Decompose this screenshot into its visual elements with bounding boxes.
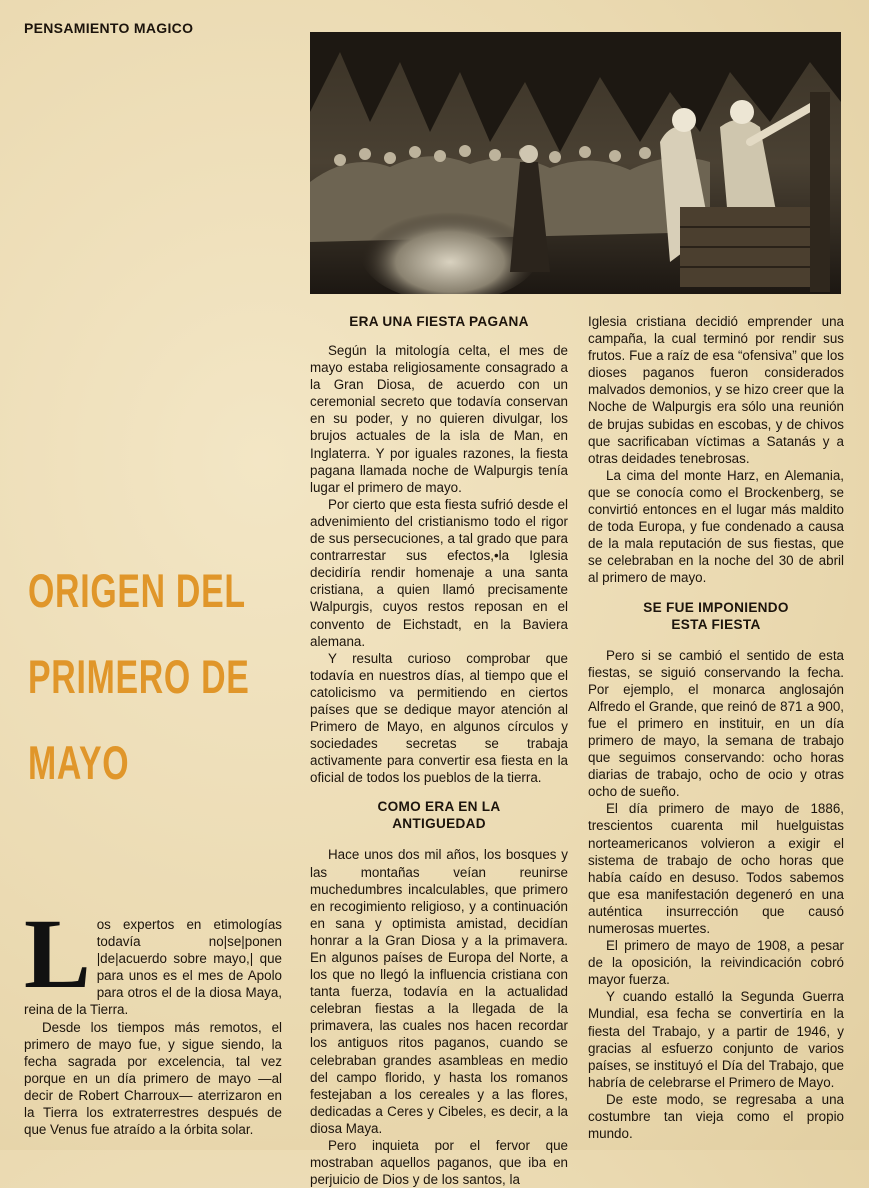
column-2 bbox=[310, 313, 568, 1188]
drop-cap: L bbox=[24, 898, 91, 1009]
subheading-line: SE FUE IMPONIENDO bbox=[643, 599, 789, 615]
intro-paragraph bbox=[24, 898, 282, 1019]
paragraph: De este modo, se regresaba a una costumbre tan vieja como el propio mundo. bbox=[588, 1091, 844, 1142]
title-line: PRIMERO DE bbox=[28, 650, 250, 703]
paragraph: Iglesia cristiana decidió emprender una campaña, la cual terminó por rendir sus frutos. Fue a raíz de esa “ofensiva” que los dioses paganos fueron considerados malvados demonios, y se hizo creer que la Noche de Walpurgis era sólo una reunión de brujas subidas en escobas, y de chivos que sacrificaban víctimas a Satanás y a otras deidades tenebrosas. bbox=[588, 314, 844, 466]
subheading-line: ESTA FIESTA bbox=[671, 616, 761, 632]
paragraph: Hace unos dos mil años, los bosques y las montañas veían reunirse muchedumbres incalculables, que primero en recogimiento religioso, y a continuación en sana y optimista amistad, decidían honrar a la Gran Diosa y a la primavera. En algunos países de Europa del Norte, a los que no llegó la influencia cristiana con tanta fuerza, todavía en la actualidad celebran fiestas a la llegada de la primavera, las cuales nos hacen recordar los antiguos ritos paganos, cuando se celebraban grandes asambleas en medio del campo florido, y hasta los romanos festejaban a los cereales y a las flores, dedicadas a Ceres y Cibeles, es decir, a la diosa Maya. bbox=[310, 847, 568, 1136]
paragraph: La cima del monte Harz, en Alemania, que se conocía como el Brockenberg, se convirtió entonces en el lugar más maldito de toda Europa, y fue condenado a causa de la mala reputación de sus fiestas, que se celebraban en la noche del 30 de abril al primero de mayo. bbox=[588, 467, 844, 586]
title-line: MAYO bbox=[28, 736, 130, 789]
paragraph: Por cierto que esta fiesta sufrió desde el advenimiento del cristianismo todo el rigor de sus persecuciones, a tal grado que para contrarrestar sus efectos,•la Iglesia decidiría rendir homenaje a una santa cristiana, a quien llamó precisamente Walpurgis, cuyos restos reposan en el convento de Eichstadt, en la Baviera alemana. bbox=[310, 496, 568, 649]
subheading-line: COMO ERA EN LA bbox=[377, 799, 501, 815]
paragraph: El día primero de mayo de 1886, trescientos cuarenta mil huelguistas norteamericanos volvieron a exigir el sistema de trabajo de ocho horas que había caído en desuso. Todos sabemos que esa manifestación degeneró en una auténtica insurrección que causó numerosas muertes. bbox=[588, 801, 844, 936]
paragraph: Desde los tiempos más remotos, el primero de mayo fue, y sigue siendo, la fecha sagrada por excelencia, tal vez porque en un día primero de mayo —al decir de Robert Charroux— aterrizaron en la Tierra los extraterrestres después de que Venus fue atraído a la órbita solar. bbox=[24, 1019, 282, 1138]
paragraph: Pero si se cambió el sentido de esta fiestas, se siguió conservando la fecha. Por ejemplo, el monarca anglosajón Alfredo el Grande, que reinó de 871 a 900, fue el primero en instituir, en un día primero de mayo, la semana de trabajo que seguimos conservando: ocho horas diarias de trabajo, ocho de ocio y otras ocho de sueño. bbox=[588, 647, 844, 800]
paragraph-text: os expertos en etimologías todavía no|se|ponen |de|acuerdo sobre mayo,| que para unos es el mes de Apolo para otros el de la diosa Maya, reina de la Tierra. bbox=[24, 917, 282, 1018]
subheading-line: ANTIGUEDAD bbox=[392, 816, 486, 832]
column-3 bbox=[588, 313, 844, 1142]
section-label: PENSAMIENTO MAGICO bbox=[24, 20, 194, 36]
illustration-pagan-festival-drawing bbox=[310, 32, 841, 294]
paragraph: Según la mitología celta, el mes de mayo estaba religiosamente consagrado a la Gran Diosa, de acuerdo con un ceremonial secreto que todavía conservan en su poder, y no quieren divulgar, los brujos actuales de la isla de Man, en Inglaterra. Y por iguales razones, la fiesta pagana llamada noche de Walpurgis tenía lugar el primero de mayo. bbox=[310, 343, 568, 495]
subheading bbox=[588, 599, 844, 633]
subheading: ERA UNA FIESTA PAGANA bbox=[349, 314, 529, 329]
paragraph: Pero inquieta por el fervor que mostraban aquellos paganos, que iba en perjuicio de Dios y de los santos, la bbox=[310, 1138, 568, 1188]
paragraph: El primero de mayo de 1908, a pesar de la oposición, la reivindicación cobró mayor fuerza. bbox=[588, 938, 844, 988]
title-line: ORIGEN DEL bbox=[28, 564, 246, 617]
column-1 bbox=[24, 898, 282, 1138]
paragraph: Y resulta curioso comprobar que todavía en nuestros días, al tiempo que el catolicismo va permitiendo en ciertos países que se dedique mayor atención al Primero de Mayo, en algunos círculos y sociedades secretas se trabaja activamente para convertir esa fiesta en la oficial de todos los pueblos de la tierra. bbox=[310, 650, 568, 786]
article-title bbox=[28, 548, 250, 806]
subheading bbox=[310, 798, 568, 832]
illustration-pagan-festival bbox=[310, 32, 841, 294]
paragraph: Y cuando estalló la Segunda Guerra Mundial, esa fecha se convertiría en la fiesta del Trabajo, y a partir de 1946, y gracias al esfuerzo conjunto de varios países, se instituyó el Día del Trabajo, que habría de celebrarse el Primero de Mayo. bbox=[588, 989, 844, 1090]
